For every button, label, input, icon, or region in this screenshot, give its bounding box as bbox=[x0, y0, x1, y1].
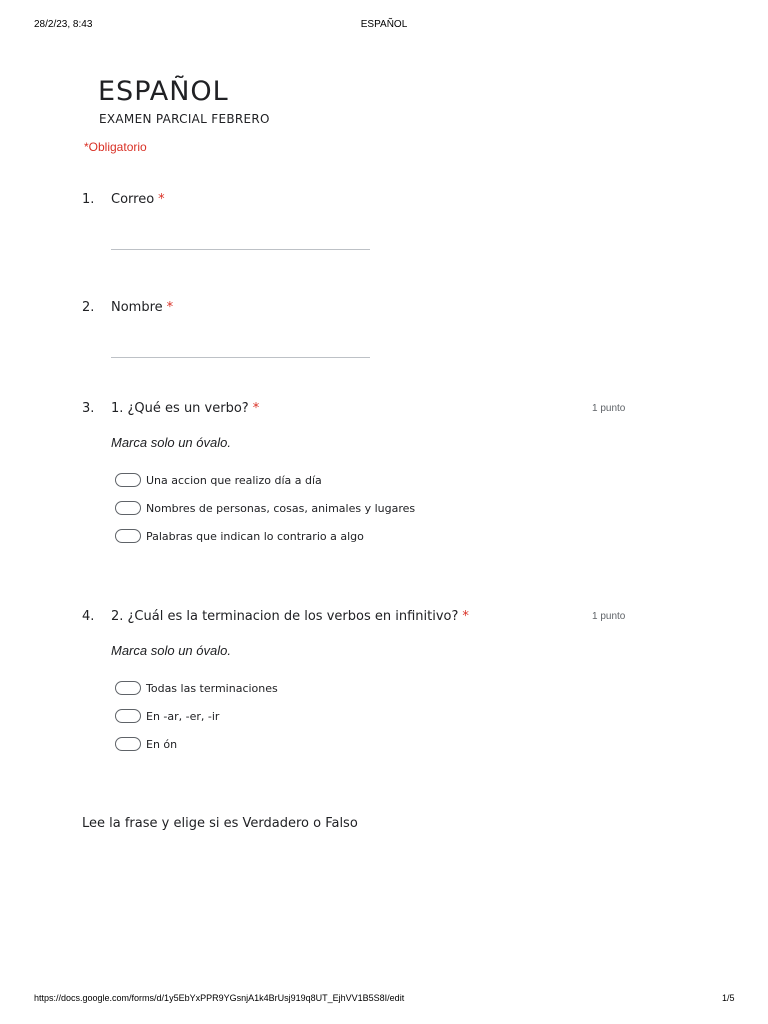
option-label: En -ar, -er, -ir bbox=[146, 709, 220, 723]
question-4-option-1[interactable] bbox=[115, 680, 278, 696]
question-4-title bbox=[111, 609, 469, 624]
option-label: Nombres de personas, cosas, animales y lugares bbox=[146, 501, 416, 515]
question-4-option-2[interactable] bbox=[115, 708, 219, 724]
question-3-option-3[interactable] bbox=[115, 528, 364, 544]
question-2-label: Nombre bbox=[111, 300, 163, 315]
radio-oval[interactable] bbox=[115, 737, 141, 751]
print-page-number: 1/5 bbox=[722, 993, 735, 1003]
question-3-option-2[interactable] bbox=[115, 500, 415, 516]
radio-oval[interactable] bbox=[115, 681, 141, 695]
question-1-label: Correo bbox=[111, 192, 155, 207]
print-datetime: 28/2/23, 8:43 bbox=[34, 19, 93, 30]
question-3-option-1[interactable] bbox=[115, 472, 322, 488]
required-star: * bbox=[166, 300, 174, 315]
question-1-number: 1. bbox=[82, 192, 95, 207]
radio-oval[interactable] bbox=[115, 501, 141, 515]
form-subtitle: EXAMEN PARCIAL FEBRERO bbox=[99, 112, 270, 126]
question-1-title bbox=[111, 192, 165, 207]
question-2-number: 2. bbox=[82, 300, 95, 315]
option-label: En ón bbox=[146, 737, 178, 751]
radio-oval[interactable] bbox=[115, 473, 141, 487]
required-note: *Obligatorio bbox=[84, 140, 147, 154]
required-star: * bbox=[252, 401, 260, 416]
question-3-instruction: Marca solo un óvalo. bbox=[111, 435, 231, 450]
question-3-points: 1 punto bbox=[592, 403, 626, 414]
question-4-number: 4. bbox=[82, 609, 95, 624]
email-field[interactable] bbox=[111, 249, 370, 250]
question-4-label: 2. ¿Cuál es la terminacion de los verbos en infinitivo? bbox=[111, 609, 459, 624]
question-3-title bbox=[111, 401, 259, 416]
required-star: * bbox=[158, 192, 165, 207]
form-title: ESPAÑOL bbox=[98, 76, 229, 107]
radio-oval[interactable] bbox=[115, 529, 141, 543]
question-4-option-3[interactable] bbox=[115, 736, 177, 752]
option-label: Una accion que realizo día a día bbox=[146, 473, 322, 487]
print-header-title: ESPAÑOL bbox=[360, 19, 408, 30]
section-description: Lee la frase y elige si es Verdadero o Falso bbox=[82, 816, 358, 831]
print-footer-url: https://docs.google.com/forms/d/1y5EbYxPPR9YGsnjA1k4BrUsj919q8UT_EjhVV1B5S8I/edit bbox=[34, 993, 405, 1003]
required-star: * bbox=[462, 609, 469, 624]
option-label: Palabras que indican lo contrario a algo bbox=[146, 529, 364, 543]
question-4-instruction: Marca solo un óvalo. bbox=[111, 643, 231, 658]
question-2-title bbox=[111, 300, 173, 315]
name-field[interactable] bbox=[111, 357, 370, 358]
question-3-number: 3. bbox=[82, 401, 95, 416]
question-4-points: 1 punto bbox=[592, 611, 626, 622]
option-label: Todas las terminaciones bbox=[146, 681, 278, 695]
question-3-label: 1. ¿Qué es un verbo? bbox=[111, 401, 249, 416]
radio-oval[interactable] bbox=[115, 709, 141, 723]
